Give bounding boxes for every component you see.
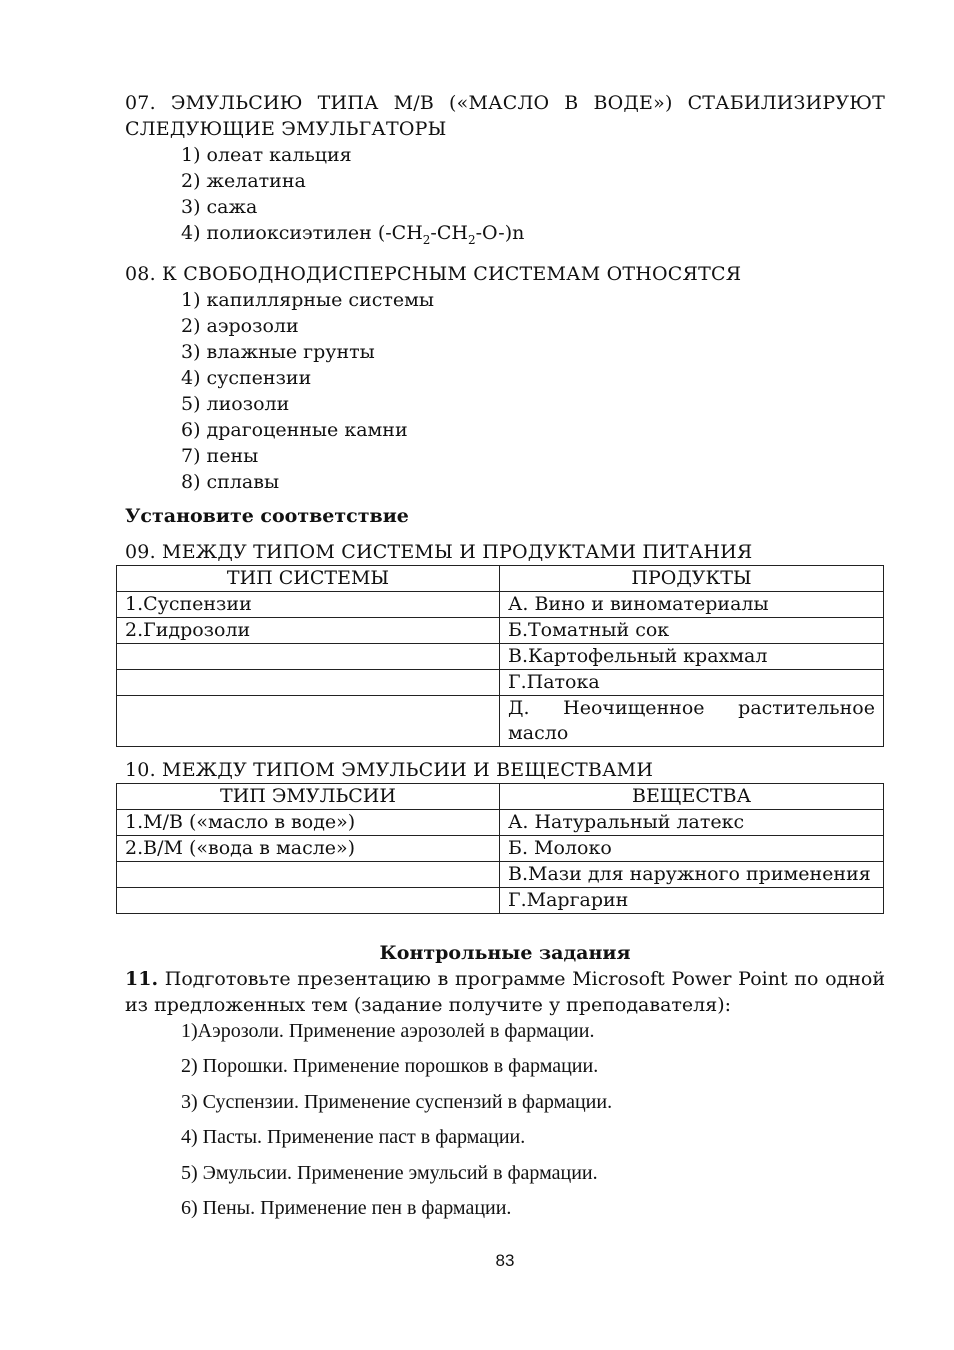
table-row [117,643,884,669]
match-heading: Установите соответствие [125,504,409,527]
topic-item: 2) Порошки. Применение порошков в фармации. [181,1055,599,1078]
task-number: 11. [125,967,159,990]
topic-item: 5) Эмульсии. Применение эмульсий в фармации. [181,1161,598,1184]
table-cell: 1.Суспензии [117,591,500,617]
question-08-options [181,287,885,495]
formula-suffix: -O-)n [475,222,525,244]
formula-prefix: 4) полиоксиэтилен (-CH [181,222,423,244]
table-header-row [117,783,884,809]
task-description: Подготовьте презентацию в программе Microsoft Power Point по одной из предложенных тем (задание получите у преподавателя): [125,967,885,1016]
topic-item: 4) Пасты. Применение паст в фармации. [181,1126,526,1149]
table-cell [117,887,500,913]
table-cell: Г.Маргарин [500,887,884,913]
formula-subscript: 2 [422,232,431,247]
table-cell: А. Вино и виноматериалы [500,591,884,617]
option-item: 8) сплавы [181,470,280,493]
table-cell [117,695,500,746]
table-cell: В.Мази для наружного применения [500,861,884,887]
column-header: ТИП ЭМУЛЬСИИ [117,783,500,809]
table-cell: 2.В/М («вода в масле») [117,835,500,861]
option-item: 2) аэрозоли [181,314,299,337]
option-item: 7) пены [181,444,259,467]
topic-item: 1)Аэрозоли. Применение аэрозолей в фармации. [181,1019,595,1042]
topic-item: 6) Пены. Применение пен в фармации. [181,1197,512,1220]
table-cell: Г.Патока [500,669,884,695]
question-09-table [116,565,884,747]
column-header: ТИП СИСТЕМЫ [117,565,500,591]
table-row [117,835,884,861]
table-cell: Б. Молоко [500,835,884,861]
table-row [117,669,884,695]
option-item: 2) желатина [181,170,306,192]
table-cell: В.Картофельный крахмал [500,643,884,669]
topic-item: 3) Суспензии. Применение суспензий в фармации. [181,1090,613,1113]
table-row [117,695,884,746]
task-topics [181,1018,885,1231]
table-header-row [117,565,884,591]
formula-mid: -CH [430,222,468,244]
question-08-title: 08. К СВОБОДНОДИСПЕРСНЫМ СИСТЕМАМ ОТНОСЯТСЯ [125,262,742,285]
option-item: 1) олеат кальция [181,144,352,166]
option-item: 3) влажные грунты [181,340,375,363]
table-row [117,591,884,617]
question-10-table [116,783,884,914]
table-cell: А. Натуральный латекс [500,809,884,835]
question-09-title: 09. МЕЖДУ ТИПОМ СИСТЕМЫ И ПРОДУКТАМИ ПИТАНИЯ [125,540,753,563]
document-page [125,90,885,1231]
table-cell: Б.Томатный сок [500,617,884,643]
column-header: ВЕЩЕСТВА [500,783,884,809]
table-row [117,887,884,913]
column-header: ПРОДУКТЫ [500,565,884,591]
question-07-title: 07. ЭМУЛЬСИЮ ТИПА М/В («МАСЛО В ВОДЕ») СТАБИЛИЗИРУЮТ СЛЕДУЮЩИЕ ЭМУЛЬГАТОРЫ [125,92,885,140]
question-07-options [181,142,885,253]
table-row [117,861,884,887]
table-cell: 1.М/В («масло в воде») [117,809,500,835]
page-number: 83 [495,1251,515,1270]
option-item: 1) капиллярные системы [181,288,435,311]
option-item: 5) лиозоли [181,392,290,415]
table-cell [500,695,884,746]
question-10-title: 10. МЕЖДУ ТИПОМ ЭМУЛЬСИИ И ВЕЩЕСТВАМИ [125,758,654,781]
table-cell [117,861,500,887]
table-cell [117,643,500,669]
option-item: 6) драгоценные камни [181,418,408,441]
cell-line: масло [508,721,569,744]
task-11-text [125,966,885,1018]
table-cell: 2.Гидрозоли [117,617,500,643]
table-row [117,617,884,643]
table-cell [117,669,500,695]
formula-subscript: 2 [467,232,476,247]
option-item-formula [181,220,885,253]
option-item: 3) сажа [181,196,258,218]
option-item: 4) суспензии [181,366,312,389]
control-tasks-heading: Контрольные задания [379,941,631,964]
table-row [117,809,884,835]
cell-line: Д. Неочищенное растительное [508,696,875,719]
